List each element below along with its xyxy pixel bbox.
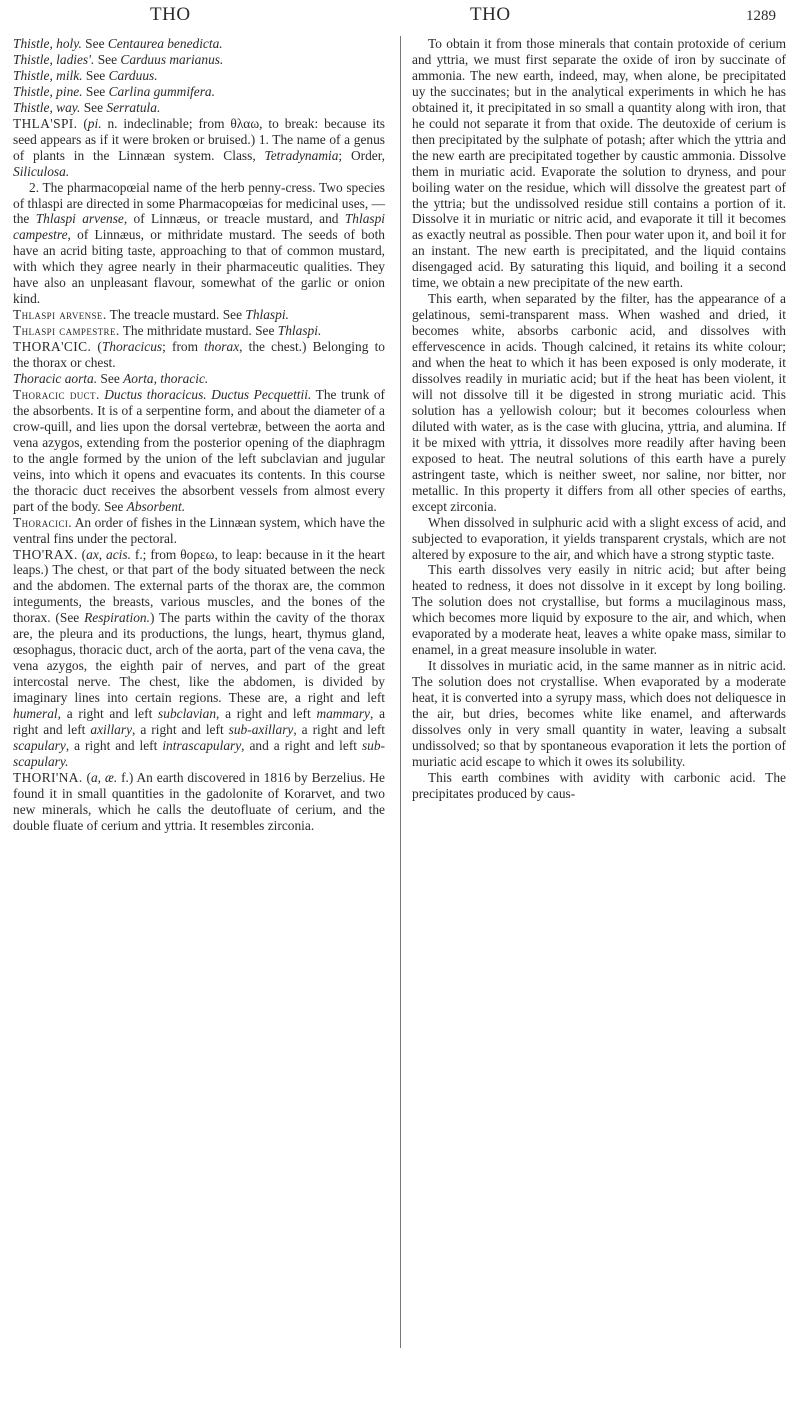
dictionary-entry	[13, 770, 385, 834]
italic-text: a, æ.	[90, 769, 118, 785]
page-number: 1289	[746, 8, 776, 24]
body-text: , of Linnæus, or mithridate mustard. The seeds of both have an acrid biting taste, approaching to that of common mustard, with which they agree nearly in their pharmaceutic qualities. They have also an unpleasant flavour, somewhat of the garlic or onion kind.	[13, 227, 385, 307]
paragraph	[412, 291, 786, 514]
italic-text: Tetradynamia	[264, 147, 339, 163]
body-text: , a right and left	[57, 706, 159, 722]
italic-text: Thlaspi campestre	[13, 211, 386, 243]
body-text: f.; from θορεω, to leap: because in it the heart leaps.) The chest, or that part of the body situated between the neck and the abdomen. The external parts of the thorax are, the common integuments, the breasts, various muscles, and the bones of the thorax. (See	[13, 546, 385, 626]
dictionary-entry	[13, 52, 385, 68]
italic-text: Thlaspi arvense	[35, 211, 124, 227]
dictionary-entry	[13, 371, 385, 387]
body-text: ; from	[162, 339, 205, 355]
dictionary-entry	[13, 84, 385, 100]
dictionary-entry	[13, 323, 385, 339]
body-text: , of Linnæus, or treacle mustard, and	[123, 211, 345, 227]
body-text: 2. The pharmacopœial name of the herb penny-cress. Two species of thlaspi are directed in some Pharmacopœias for medicinal uses, — the	[13, 179, 385, 227]
italic-text: axillary	[90, 721, 133, 737]
body-text: See	[80, 99, 107, 115]
italic-text: sub-scapulary.	[13, 737, 386, 769]
italic-text: Respiration.	[84, 610, 150, 626]
headword: Thlaspi campestre.	[13, 323, 120, 339]
italic-text: Thistle, holy.	[13, 36, 82, 51]
dictionary-entry	[13, 100, 385, 116]
paragraph	[412, 770, 786, 802]
body-text: , a right and left	[13, 706, 386, 737]
body-text: ; Order,	[338, 147, 385, 163]
body-text: , and a right and left	[241, 737, 362, 753]
body-text: (	[82, 769, 91, 785]
headword: Thoracic duct.	[13, 386, 100, 402]
dictionary-entry	[13, 36, 385, 52]
body-text: ) The parts within the cavity of the thorax are, the pleura and its productions, the lungs, heart, thymus gland, œsophagus, thoracic duct, arch of the aorta, part of the vena cava, the vena azygos, the eighth pair of nerves, and part of the great intercostal nerve. The chest, like the abdomen, is divided by imaginary lines into certain regions. These are, a right and left	[13, 610, 385, 706]
dictionary-entry	[13, 307, 385, 323]
italic-text: Thoracic aorta.	[13, 371, 98, 387]
italic-text: Centaurea benedicta.	[107, 36, 223, 51]
running-head-left: THO	[150, 4, 191, 25]
italic-text: Thistle, milk.	[13, 67, 83, 83]
body-text: (	[91, 339, 102, 355]
body-text: See	[82, 67, 109, 83]
italic-text: Thlaspi.	[277, 323, 322, 339]
italic-text: Ductus thoracicus. Ductus Pecquettii.	[104, 386, 312, 402]
dictionary-entry	[13, 116, 385, 180]
body-text: , the chest.) Belonging to the thorax or chest.	[13, 339, 385, 371]
column-divider	[400, 36, 401, 1348]
paragraph	[412, 36, 786, 291]
body-text: , a right and left	[216, 706, 317, 722]
paragraph	[412, 515, 786, 563]
body-text: This earth, when separated by the filter, has the appearance of a gelatinous, semi-transparent mass. When washed and dried, it becomes white, absorbs carbonic acid, and dissolves with effervescence in acids. Though calcined, it retains its white colour; and when the heat to which it has been exposed is only moderate, it dissolves readily in muriatic acid; but if the heat has been violent, it will not dissolve till it be digested in strong muriatic acid. This solution has a yellowish colour; but it becomes colourless when diluted with water, as is the case with glucina, yttria, and alumina. If it be mixed with yttria, it dissolves more readily after having been exposed to heat. The neutral solutions of this earth have a purely astringent taste, which is neither sweet, nor saline, nor bitter, nor metallic. In this property it differs from all other species of earths, except zirconia.	[412, 291, 786, 514]
italic-text: thorax	[204, 339, 240, 355]
italic-text: Carlina gummifera.	[108, 83, 215, 99]
body-text: (	[77, 546, 87, 562]
headword: THLA'SPI.	[13, 115, 78, 131]
body-text: An order of fishes in the Linnæan system, which have the ventral fins under the pectoral.	[13, 514, 385, 546]
italic-text: pi.	[87, 115, 102, 131]
italic-text: Aorta, thoracic.	[123, 371, 209, 387]
headword: THORA'CIC.	[13, 339, 92, 355]
body-text: This earth combines with avidity with carbonic acid. The precipitates produced by caus-	[412, 769, 786, 801]
paragraph	[412, 562, 786, 658]
italic-text: Thistle, pine.	[13, 83, 83, 99]
body-text: See	[82, 83, 109, 99]
italic-text: Thlaspi.	[245, 307, 289, 323]
running-head-right: THO	[470, 4, 511, 25]
body-text: See	[81, 36, 108, 51]
right-column	[412, 36, 786, 802]
dictionary-entry	[13, 547, 385, 770]
italic-text: subclavian	[158, 706, 217, 722]
paragraph	[412, 658, 786, 770]
italic-text: Thistle, ladies'.	[13, 51, 95, 67]
italic-text: Carduus marianus.	[120, 51, 224, 67]
body-text: See	[94, 51, 121, 67]
italic-text: Carduus.	[108, 67, 158, 83]
headword: THO'RAX.	[13, 546, 78, 562]
left-column	[13, 36, 385, 834]
italic-text: Absorbent.	[126, 498, 186, 514]
body-text: The mithridate mustard. See	[119, 323, 278, 339]
headword: THORI'NA.	[13, 769, 83, 785]
body-text: , a right and left	[132, 721, 229, 737]
body-text: See	[97, 371, 124, 387]
body-text: n. indeclinable; from θλαω, to break: because its seed appears as if it were broken or bruised.) 1. The name of a genus of plants in the Linnæan system. Class,	[13, 115, 386, 163]
dictionary-entry	[13, 68, 385, 84]
italic-text: scapulary	[13, 737, 66, 753]
dictionary-entry	[13, 387, 385, 515]
body-text: It dissolves in muriatic acid, in the same manner as in nitric acid. The solution does not crystallise. When evaporated by a moderate heat, it is converted into a syrupy mass, which does not deliquesce in the air, but dries, becomes white like enamel, and afterwards dissolves only in very small quantity in water, leaving a subsalt undissolved; so that by spontaneous evaporation it lets the portion of muriatic acid escape to which it owes its solubility.	[412, 658, 786, 769]
italic-text: Thoracicus	[101, 339, 163, 355]
body-text: , a right and left	[65, 737, 163, 753]
body-text: f.) An earth discovered in 1816 by Berzelius. He found it in small quantities in the gadolonite of Korarvet, and two new minerals, which he calls the deutofluate of cerium, and the double fluate of cerium and yttria. It resembles zirconia.	[13, 769, 386, 833]
italic-text: humeral	[13, 706, 58, 722]
body-text: When dissolved in sulphuric acid with a slight excess of acid, and subjected to evaporation, it yields transparent crystals, which are not altered by exposure to the air, and which have a strong styptic taste.	[412, 514, 786, 562]
italic-text: intrascapulary	[162, 737, 242, 753]
italic-text: Siliculosa.	[13, 163, 70, 179]
body-text: , a right and left	[293, 721, 385, 737]
italic-text: ax, acis.	[86, 546, 131, 562]
headword: Thlaspi arvense.	[13, 307, 107, 323]
body-text: The treacle mustard. See	[106, 307, 246, 323]
italic-text: sub-axillary	[228, 721, 294, 737]
italic-text: Thistle, way.	[13, 99, 81, 115]
headword: Thoracici.	[13, 514, 73, 530]
dictionary-entry	[13, 515, 385, 547]
italic-text: Serratula.	[106, 99, 161, 115]
body-text: (	[77, 115, 88, 131]
italic-text: mammary	[316, 706, 370, 722]
body-text: To obtain it from those minerals that contain protoxide of cerium and yttria, we must first separate the oxide of iron by succinate of ammonia. The new earth, indeed, may, when alone, be precipitated uy the succinates; but in the analytical experiments in which he has obtained it, it precipitated in so small a quantity along with iron, that he could not separate it from that oxide. The deutoxide of cerium is then precipitated by the sulphate of potash; after which the yttria and the new earth are precipitated together by caustic ammonia. Dissolve them in muriatic acid. Evaporate the solution to dryness, and pour boiling water on the residue, which will dissolve the greatest part of the yttria; but the undissolved residue still contains a portion of it. Dissolve it in muriatic or nitric acid, and evaporate it till it becomes as exactly neutral as possible. Then pour water upon it, and boil it for an instant. The new earth is precipitated, and the liquid contains disengaged acid. By saturating this liquid, and boiling it a second time, we obtain a new precipitate of the new earth.	[412, 36, 786, 291]
dictionary-entry	[13, 339, 385, 371]
body-text: The trunk of the absorbents. It is of a serpentine form, and about the diameter of a crow-quill, and lies upon the dorsal vertebræ, between the aorta and vena azygos, extending from the posterior opening of the diaphragm to the angle formed by the union of the left subclavian and jugular veins, into which it opens and evacuates its contents. In this course the thoracic duct receives the absorbent vessels from almost every part of the body. See	[13, 386, 385, 514]
paragraph	[13, 180, 385, 308]
body-text: This earth dissolves very easily in nitric acid; but after being heated to redness, it does not dissolve in it except by long boiling. The solution does not crystallise, but forms a mucilaginous mass, which becomes more liquid by exposure to the air, and which, when evaporated by a moderate heat, leaves a white opake mass, similar to enamel, in a great measure insoluble in water.	[412, 562, 786, 658]
